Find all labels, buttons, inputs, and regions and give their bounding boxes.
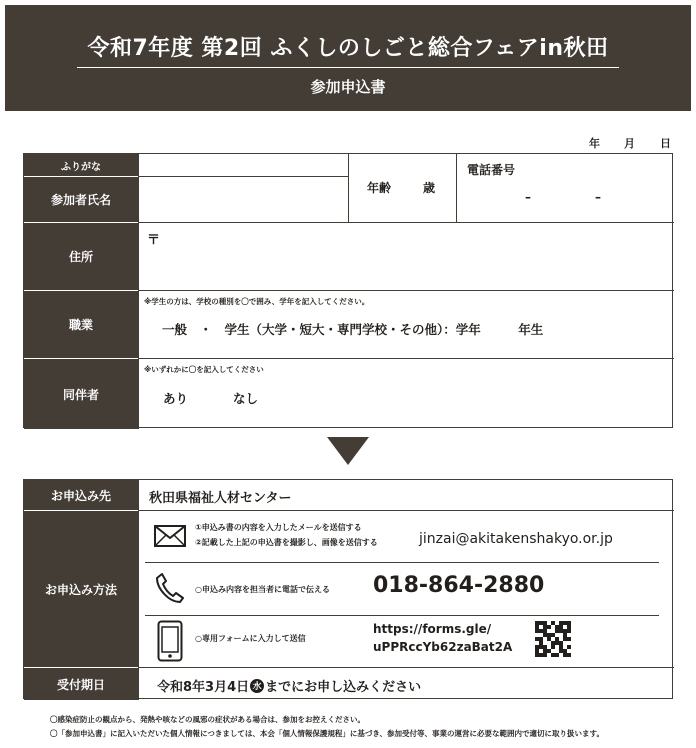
header-banner <box>5 5 691 111</box>
label-separator <box>24 176 138 177</box>
postal-mark: 〒 <box>147 233 161 248</box>
note-item: 〇「参加申込書」に記入いただいた個人情報につきましては、本会「個人情報保護規程」に基づき、参加受付等、事業の運営に必要な範囲内で適切に取り扱います。 <box>50 729 604 738</box>
deadline-date: 令和8年3月4日 <box>157 680 250 695</box>
date-month: 月 <box>624 137 635 150</box>
phone-instruction: ○申込み内容を担当者に電話で伝える <box>195 585 330 594</box>
deadline-label: 受付期日 <box>24 668 138 700</box>
occupation-options[interactable]: 一般 ・ 学生（大学・短大・専門学校・その他）：学年 年生 <box>162 322 544 337</box>
method-divider <box>145 615 659 616</box>
phone-separator: – <box>595 190 601 204</box>
deadline-text: までにお申し込みください <box>265 680 422 695</box>
column-divider <box>348 154 349 222</box>
application-form <box>23 153 673 428</box>
notes <box>50 713 604 741</box>
companion-no-option[interactable]: なし <box>233 391 259 406</box>
occupation-note: ※学生の方は、学校の種別を〇で囲み、学年を記入してください。 <box>144 297 370 306</box>
form-instruction: ○専用フォームに入力して送信 <box>195 634 306 643</box>
address-field[interactable] <box>139 223 674 290</box>
destination-label: お申込み先 <box>24 480 138 510</box>
note-item: 〇感染症防止の観点から、発熱や咳などの風邪の症状がある場合は、参加をお控えください。 <box>50 715 365 724</box>
name-field[interactable] <box>139 177 348 222</box>
destination-value: 秋田県福祉人材センター <box>149 491 292 506</box>
address-label: 住所 <box>24 223 138 290</box>
phone-number[interactable]: 018-864-2880 <box>373 573 545 598</box>
form-url-line-1[interactable]: https://forms.gle/ <box>373 622 492 636</box>
header-divider <box>77 67 619 68</box>
deadline-weekday: 水 <box>250 679 264 693</box>
event-title: 令和7年度 第2回 ふくしのしごと総合フェアin秋田 <box>87 36 609 61</box>
email-address[interactable]: jinzai@akitakenshakyo.or.jp <box>419 531 613 547</box>
smartphone-icon <box>157 620 183 662</box>
submission-info <box>23 479 673 699</box>
date-day: 日 <box>660 137 671 150</box>
furigana-field[interactable] <box>139 154 348 176</box>
qr-code-icon[interactable] <box>535 621 571 657</box>
companion-note: ※いずれかに〇を記入してください <box>144 365 264 374</box>
email-step-1: ①申込み書の内容を入力したメールを送信する <box>195 523 362 532</box>
label-separator <box>24 667 138 668</box>
phone-label: 電話番号 <box>467 163 516 177</box>
arrow-down-icon <box>327 437 369 465</box>
column-divider <box>456 154 457 222</box>
envelope-icon <box>154 525 186 547</box>
row-divider <box>138 290 674 291</box>
email-step-2: ②記載した上記の申込書を撮影し、画像を送信する <box>195 538 378 547</box>
form-title: 参加申込書 <box>310 78 386 96</box>
companion-label: 同伴者 <box>24 359 138 429</box>
method-label: お申込み方法 <box>24 511 138 667</box>
name-label: 参加者氏名 <box>24 177 138 222</box>
deadline-value <box>157 676 421 695</box>
row-divider <box>138 510 674 511</box>
row-divider <box>138 358 674 359</box>
row-divider <box>138 667 674 668</box>
occupation-label: 職業 <box>24 291 138 358</box>
label-separator <box>24 222 138 223</box>
phone-separator: – <box>525 190 531 204</box>
label-separator <box>24 290 138 291</box>
companion-yes-option[interactable]: あり <box>163 391 189 406</box>
date-year: 年 <box>589 137 600 150</box>
label-separator <box>24 510 138 511</box>
phone-icon <box>154 572 184 604</box>
form-url-line-2[interactable]: uPPRccYb62zaBat2A <box>373 640 513 654</box>
label-separator <box>24 358 138 359</box>
age-label: 年齢 <box>367 181 392 195</box>
furigana-label: ふりがな <box>24 154 138 176</box>
method-divider <box>145 562 659 563</box>
age-unit: 歳 <box>423 181 436 195</box>
